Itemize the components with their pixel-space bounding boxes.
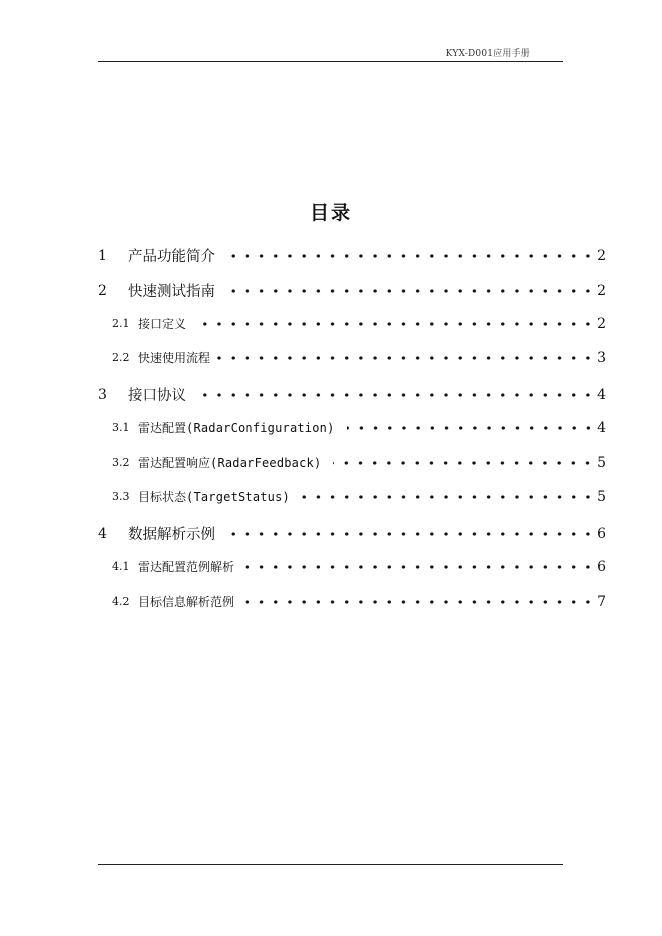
toc-entry-title: 雷达配置范例解析 <box>138 560 235 574</box>
dot-leader <box>236 595 595 609</box>
toc-entry-3-3[interactable] <box>98 488 606 505</box>
running-header: KYX-D001应用手册 <box>445 49 530 59</box>
toc-entry-number: 1 <box>98 247 107 264</box>
header-rule <box>98 61 563 62</box>
toc-entry-number: 3 <box>98 386 107 403</box>
toc-entry-title: 目标信息解析范例 <box>138 595 235 609</box>
toc-entry-number: 4.2 <box>112 595 130 608</box>
toc-entry-number: 3.1 <box>112 421 130 434</box>
toc-entry-3-1[interactable] <box>98 419 606 436</box>
dot-leader <box>302 490 595 504</box>
toc-entry-2-2[interactable] <box>98 349 606 366</box>
toc-entry-title: 接口协议 <box>128 388 186 404</box>
dot-leader <box>198 317 595 331</box>
toc-entry-page: 2 <box>597 315 606 332</box>
toc-entry-4-1[interactable] <box>98 558 606 575</box>
dot-leader <box>227 284 595 298</box>
toc-title: 目录 <box>309 202 352 224</box>
toc-entry-1[interactable] <box>98 245 606 266</box>
toc-entry-title: 雷达配置(RadarConfiguration) <box>138 421 335 435</box>
footer-rule <box>98 864 563 865</box>
toc-entry-title: 产品功能简介 <box>128 249 215 265</box>
toc-entry-4-2[interactable] <box>98 593 606 610</box>
toc-entry-number: 2 <box>98 282 107 299</box>
toc-entry-title: 接口定义 <box>138 317 187 331</box>
toc-entry-page: 2 <box>597 282 606 299</box>
toc-entry-page: 5 <box>597 454 606 471</box>
toc-entry-page: 5 <box>597 488 606 505</box>
dot-leader <box>347 421 595 435</box>
dot-leader <box>333 456 595 470</box>
toc-entry-title: 雷达配置响应(RadarFeedback) <box>138 456 322 470</box>
dot-leader <box>198 388 595 402</box>
toc-entry-2-1[interactable] <box>98 315 606 332</box>
dot-leader <box>227 527 595 541</box>
toc-entry-title: 目标状态(TargetStatus) <box>138 490 290 504</box>
toc-entry-number: 4.1 <box>112 560 130 573</box>
toc-entry-4[interactable] <box>98 523 606 544</box>
toc-entry-number: 3.3 <box>112 490 130 503</box>
toc-entry-title: 数据解析示例 <box>128 527 215 543</box>
toc-entry-page: 4 <box>597 419 606 436</box>
toc-entry-2[interactable] <box>98 280 606 301</box>
toc-entry-title: 快速测试指南 <box>128 284 215 300</box>
toc-entry-3[interactable] <box>98 384 606 405</box>
toc-entry-page: 6 <box>597 525 606 542</box>
toc-entry-page: 4 <box>597 386 606 403</box>
toc-entry-page: 6 <box>597 558 606 575</box>
toc-entry-number: 2.2 <box>112 351 130 364</box>
toc-entry-page: 7 <box>597 593 606 610</box>
toc-entry-page: 3 <box>597 349 606 366</box>
dot-leader <box>212 351 595 365</box>
toc-entry-3-2[interactable] <box>98 454 606 471</box>
toc-entry-number: 3.2 <box>112 456 130 469</box>
dot-leader <box>227 249 595 263</box>
dot-leader <box>236 560 595 574</box>
toc-entry-page: 2 <box>597 247 606 264</box>
toc-entry-number: 2.1 <box>112 317 130 330</box>
toc-entry-number: 4 <box>98 525 107 542</box>
toc-entry-title: 快速使用流程 <box>138 351 211 365</box>
